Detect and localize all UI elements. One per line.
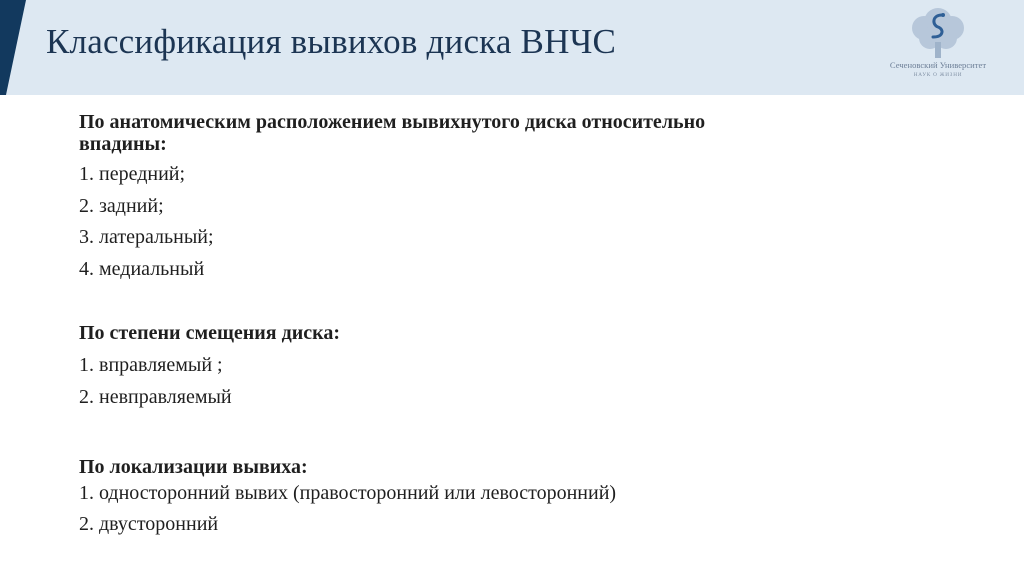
section-heading: По степени смещения диска:: [79, 322, 340, 344]
list-item: 3. латеральный;: [79, 226, 214, 248]
slide-title: Классификация вывихов диска ВНЧС: [46, 22, 617, 61]
list-item: 1. вправляемый ;: [79, 354, 223, 376]
list-item: 1. передний;: [79, 163, 186, 185]
list-item: 2. задний;: [79, 195, 164, 217]
section-heading-continuation: впадины:: [79, 133, 167, 155]
logo-tagline: НАУК О ЖИЗНИ: [913, 72, 963, 78]
logo-university-name: Сеченовский Университет: [889, 60, 987, 70]
section-heading: По локализации вывиха:: [79, 456, 308, 478]
list-item: 4. медиальный: [79, 258, 205, 280]
section-localization: [79, 456, 939, 535]
section-anatomical: [79, 111, 939, 280]
slide-header: [0, 0, 1024, 95]
university-logo: [876, 6, 1000, 84]
list-item: 2. невправляемый: [79, 386, 232, 408]
list-item: 2. двусторонний: [79, 513, 219, 535]
oak-tree-logo-icon: [906, 6, 970, 60]
section-displacement: [79, 322, 939, 408]
list-item: 1. односторонний вывих (правосторонний или левосторонний): [79, 482, 617, 504]
section-heading: По анатомическим расположением вывихнутого диска относительно: [79, 111, 706, 133]
header-accent-bar: [0, 0, 26, 95]
